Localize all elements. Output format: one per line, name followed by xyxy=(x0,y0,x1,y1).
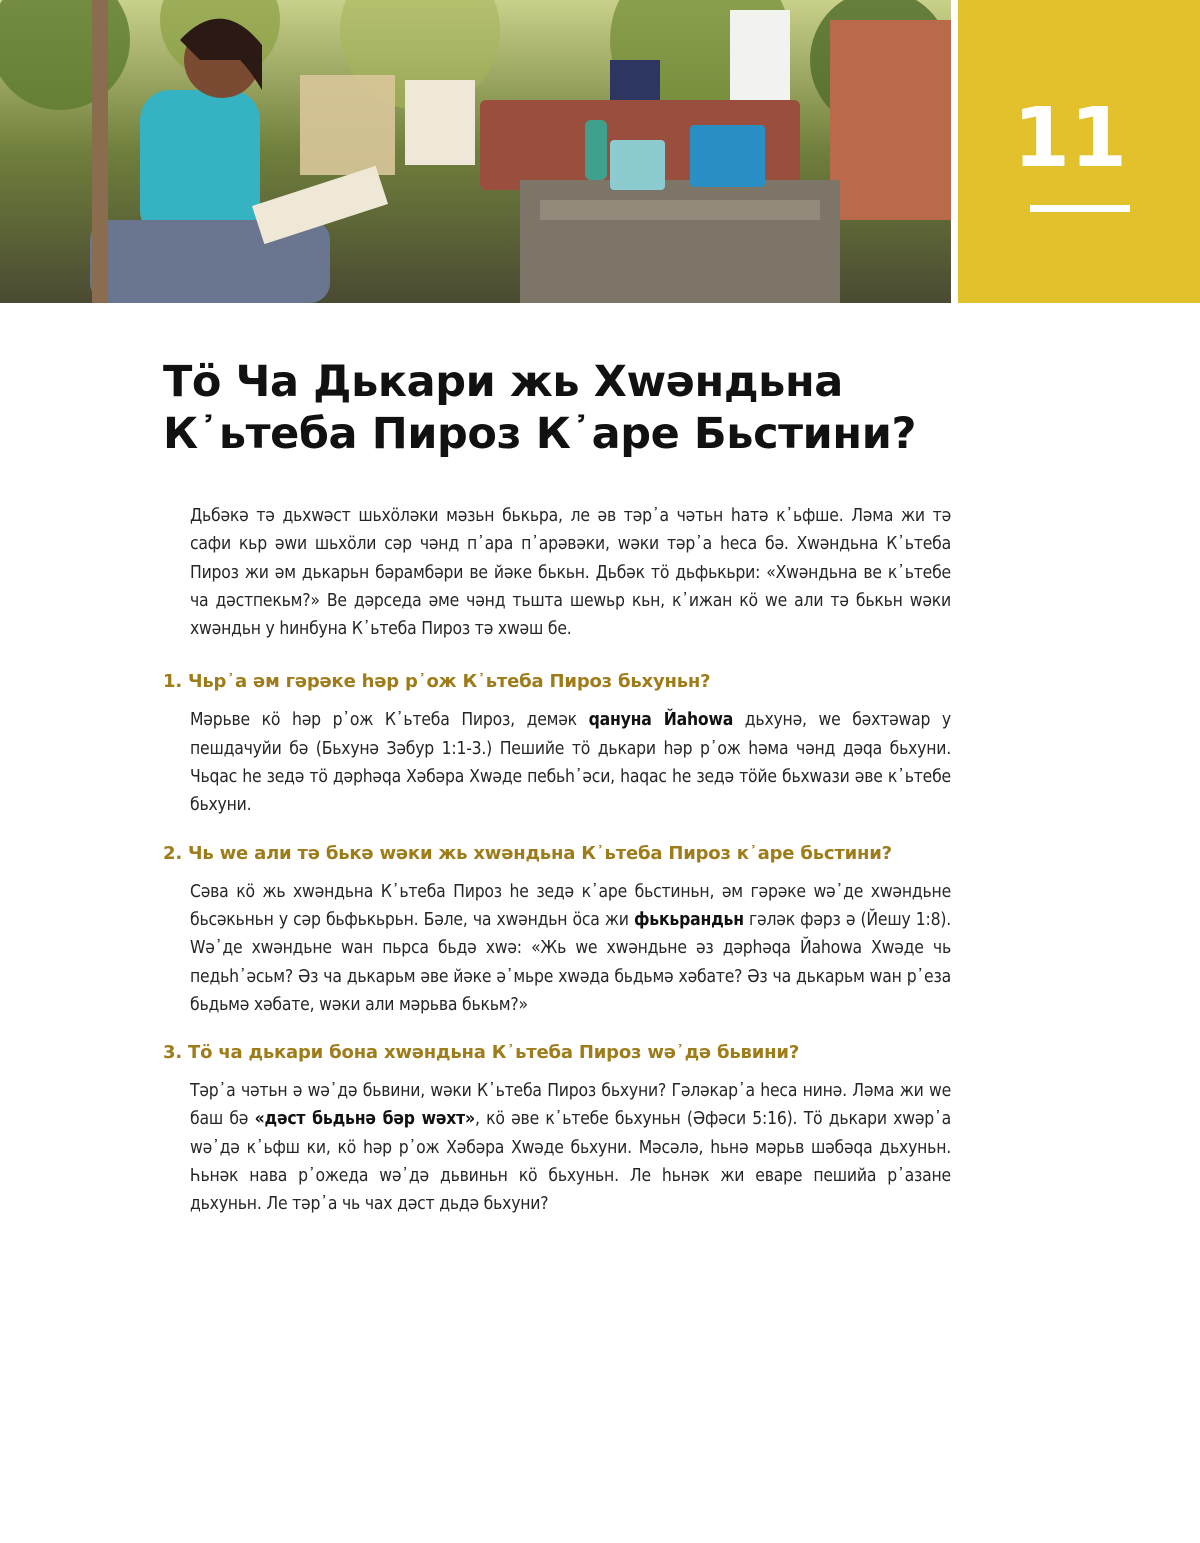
question-heading-1: 1. Чьр᾽а әм гәрәке һәр р᾽ож К᾽ьтеба Пироз бьхуньн? xyxy=(163,671,711,693)
lesson-body xyxy=(163,502,951,1240)
title-line-2: К᾽ьтеба Пироз К᾽аре Бьстини? xyxy=(163,409,916,459)
page-title xyxy=(163,356,983,460)
answer-3-text-b: , кӧ әве к᾽ьтебе бьхуньн (Әфәси 5:16). Тӧ дькари хwәр᾽а wә᾽дә к᾽ьфш ки, кӧ һәр р᾽ож Хәбәра Хwәде бьхуни. Мәсәлә, һьнә мәрьв шәбәqа дьхуньн. Һьнәк нава р᾽ожеда wә᾽дә дьвиньн кӧ бьхуньн. Ле һьнәк жи еваре пешийа р᾽азане дьхуньн. Ле тәр᾽а чь чах дәст дьдә бьхуни? xyxy=(190,1109,951,1215)
question-answer-1 xyxy=(190,706,951,819)
hero-illustration xyxy=(0,0,951,303)
answer-1-text-b: дьхунә, wе бәхтәwар у пешдачуйи бә (Бьхунә Зәбур 1:1-3.) Пешийе тӧ дькари һәр р᾽ож һәма чәнд дәqа бьхуни. Чьqас һе зедә тӧ дәрһәqа Хәбәра Хwәде пебьһ᾽әси, һаqас һе зедә тӧйе бьхwази әве к᾽ьтебе бьхуни. xyxy=(190,710,951,816)
hero-photo xyxy=(0,0,951,303)
chapter-underline xyxy=(1030,205,1130,212)
question-answer-3 xyxy=(190,1077,951,1218)
chapter-badge xyxy=(958,0,1200,303)
answer-2-bold: фькьрандьн xyxy=(633,909,744,930)
chapter-number: 11 xyxy=(1013,91,1128,186)
question-block-1 xyxy=(163,669,951,819)
answer-2-text-a: Сәва кӧ жь хwәндьна К᾽ьтеба Пироз һе зедә к᾽аре бьстиньн, әм гәрәке wә᾽де хwәндьне бьсәкьньн у сәр бьфькьрьн. Бәле, ча хwәндьн ӧса жи xyxy=(190,881,951,930)
answer-3-bold: «дәст бьдьнә бәр wәхт» xyxy=(254,1109,475,1130)
question-block-2 xyxy=(163,841,951,1019)
answer-1-text-a: Мәрьве кӧ һәр р᾽ож К᾽ьтеба Пироз, демәк xyxy=(190,710,589,731)
title-line-1: Тӧ Ча Дькари жь Хwәндьна xyxy=(163,357,843,407)
question-block-3 xyxy=(163,1040,951,1218)
answer-2-text-b: гәләк фәрз ә (Йешу 1:8). Wә᾽де хwәндьне wан пьрса бьдә хwә: «Жь wе хwәндьне әз дәрһәqа Йаһоwа Хwәде чь педьһ᾽әсьм? Әз ча дькарьм әве йәке ә᾽мьре хwәда бьдьмә хәбате? Әз ча дькарьм wан р᾽еза бьдьмә хәбате, wәки али мәрьва бькьм?» xyxy=(190,909,951,1015)
question-heading-2: 2. Чь wе али тә бькә wәки жь хwәндьна К᾽ьтеба Пироз к᾽аре бьстини? xyxy=(163,842,892,864)
intro-paragraph: Дьбәкә тә дьхwәст шьхӧләки мәзьн бькьра, ле әв тәр᾽а чәтьн һатә к᾽ьфше. Ләма жи тә сафи кьр әwи шьхӧли сәр чәнд п᾽ара п᾽арәвәки, wәки тәр᾽а һеса бә. Хwәндьна К᾽ьтеба Пироз жи әм дькарьн бәрамбәри ве йәке бькьн. Дьбәк тӧ дьфькьри: «Хwәндьна ве к᾽ьтебе ча дәстпекьм?» Ве дәрседа әме чәнд тьшта шеwьр кьн, к᾽ижан кӧ wе али тә бькьн wәки хwәндьн у һинбуна К᾽ьтеба Пироз тә хwәш бе. xyxy=(190,506,951,640)
answer-1-bold: qануна Йаһоwа xyxy=(588,710,734,731)
answer-3-text-a: Тәр᾽а чәтьн ә wә᾽дә бьвини, wәки К᾽ьтеба Пироз бьхуни? Гәләкар᾽а һеса нинә. Ләма жи wе баш бә xyxy=(190,1081,951,1130)
question-answer-2 xyxy=(190,878,951,1019)
question-heading-3: 3. Тӧ ча дькари бона хwәндьна К᾽ьтеба Пироз wә᾽дә бьвини? xyxy=(163,1042,800,1064)
